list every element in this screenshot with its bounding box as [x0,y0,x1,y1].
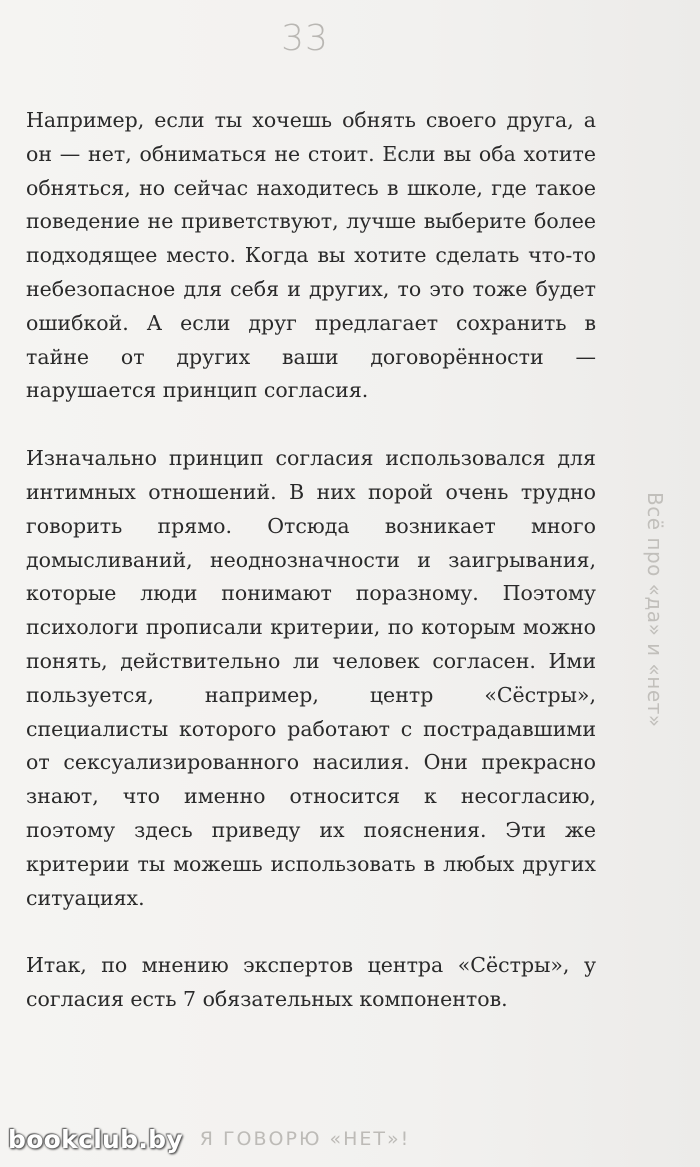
footer-book-title: Я ГОВОРЮ «НЕТ»! [199,1128,411,1150]
paragraph-2: Изначально принцип согласия использовался для интимных отношений. В них порой очень трудно говорить прямо. Отсюда возникает много домысливаний, неоднозначности и заигрывания, которые люди понимают поразному. Поэтому психологи прописали критерии, по которым можно понять, действительно ли человек согласен. Ими пользуется, например, центр «Сёстры», специалисты которого работают с пострадавшими от сексуализированного насилия. Они прекрасно знают, что именно относится к несогласию, поэтому здесь приведу их пояснения. Эти же критерии ты можешь использовать в любых других ситуациях. [26,446,596,910]
page-number: 33 [281,18,329,59]
body-text [26,104,596,1051]
paragraph-3: Итак, по мнению экспертов центра «Сёстры», у согласия есть 7 обязательных компонентов. [26,953,596,1012]
paragraph-1: Например, если ты хочешь обнять своего друга, а он — нет, обниматься не стоит. Если вы оба хотите обняться, но сейчас находитесь в школе, где такое поведение не приветствуют, лучше выберите более подходящее место. Когда вы хотите сделать что-то небезопасное для себя и других, то это тоже будет ошибкой. А если друг предлагает сохранить в тайне от других ваши договорённости — нарушается принцип согласия. [26,108,596,403]
watermark: bookclub.by [8,1125,183,1154]
running-head: Всё про «да» и «нет» [643,492,667,728]
